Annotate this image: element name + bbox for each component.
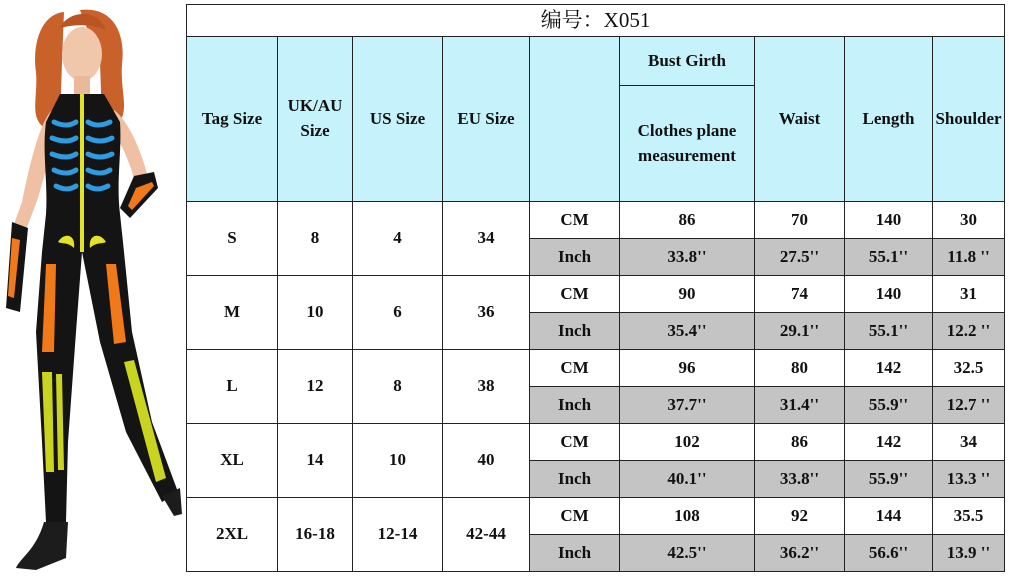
cell-shoulder: 11.8 '' [933, 239, 1005, 276]
cell-us-size: 4 [353, 202, 443, 276]
table-row [187, 498, 1005, 535]
cell-unit-cm: CM [530, 202, 620, 239]
cell-eu-size: 40 [443, 424, 530, 498]
cell-shoulder: 30 [933, 202, 1005, 239]
cell-uk-au-size: 14 [278, 424, 353, 498]
cell-waist: 92 [755, 498, 845, 535]
cell-tag-size: 2XL [187, 498, 278, 572]
cell-tag-size: M [187, 276, 278, 350]
cell-unit-inch: Inch [530, 461, 620, 498]
cell-length: 140 [845, 276, 933, 313]
header-shoulder: Shoulder [933, 37, 1005, 202]
cell-eu-size: 34 [443, 202, 530, 276]
product-photo [2, 2, 183, 576]
cell-length: 55.1'' [845, 239, 933, 276]
cell-bust: 33.8'' [620, 239, 755, 276]
cell-bust: 40.1'' [620, 461, 755, 498]
table-row [187, 424, 1005, 461]
header-waist: Waist [755, 37, 845, 202]
cell-uk-au-size: 8 [278, 202, 353, 276]
cell-length: 55.9'' [845, 387, 933, 424]
cell-uk-au-size: 12 [278, 350, 353, 424]
cell-us-size: 10 [353, 424, 443, 498]
cell-unit-inch: Inch [530, 239, 620, 276]
cell-bust: 35.4'' [620, 313, 755, 350]
cell-shoulder: 35.5 [933, 498, 1005, 535]
header-bust-girth: Bust Girth [620, 37, 755, 86]
cell-unit-cm: CM [530, 350, 620, 387]
cell-length: 140 [845, 202, 933, 239]
cell-uk-au-size: 10 [278, 276, 353, 350]
header-unit [530, 37, 620, 202]
cell-waist: 74 [755, 276, 845, 313]
header-length: Length [845, 37, 933, 202]
cell-unit-cm: CM [530, 424, 620, 461]
cell-waist: 33.8'' [755, 461, 845, 498]
product-code-title: 编号：X051 [187, 5, 1005, 37]
cell-us-size: 6 [353, 276, 443, 350]
cell-waist: 31.4'' [755, 387, 845, 424]
size-chart-table [186, 4, 1005, 572]
cell-waist: 36.2'' [755, 535, 845, 572]
cell-bust: 96 [620, 350, 755, 387]
cell-bust: 102 [620, 424, 755, 461]
cell-waist: 29.1'' [755, 313, 845, 350]
cell-length: 142 [845, 424, 933, 461]
skeleton-jumpsuit-model-icon [2, 2, 183, 576]
cell-waist: 86 [755, 424, 845, 461]
table-row [187, 350, 1005, 387]
cell-eu-size: 36 [443, 276, 530, 350]
header-us-size: US Size [353, 37, 443, 202]
cell-bust: 37.7'' [620, 387, 755, 424]
cell-shoulder: 12.7 '' [933, 387, 1005, 424]
cell-waist: 80 [755, 350, 845, 387]
cell-tag-size: S [187, 202, 278, 276]
cell-bust: 42.5'' [620, 535, 755, 572]
cell-unit-cm: CM [530, 276, 620, 313]
cell-shoulder: 32.5 [933, 350, 1005, 387]
cell-us-size: 8 [353, 350, 443, 424]
cell-unit-cm: CM [530, 498, 620, 535]
cell-waist: 70 [755, 202, 845, 239]
cell-shoulder: 12.2 '' [933, 313, 1005, 350]
cell-bust: 108 [620, 498, 755, 535]
cell-length: 55.9'' [845, 461, 933, 498]
header-uk-au-size: UK/AU Size [278, 37, 353, 202]
cell-shoulder: 34 [933, 424, 1005, 461]
cell-bust: 86 [620, 202, 755, 239]
cell-tag-size: XL [187, 424, 278, 498]
cell-waist: 27.5'' [755, 239, 845, 276]
cell-uk-au-size: 16-18 [278, 498, 353, 572]
table-row [187, 276, 1005, 313]
header-tag-size: Tag Size [187, 37, 278, 202]
cell-eu-size: 38 [443, 350, 530, 424]
cell-us-size: 12-14 [353, 498, 443, 572]
cell-unit-inch: Inch [530, 535, 620, 572]
cell-unit-inch: Inch [530, 387, 620, 424]
cell-bust: 90 [620, 276, 755, 313]
header-eu-size: EU Size [443, 37, 530, 202]
cell-shoulder: 31 [933, 276, 1005, 313]
cell-length: 55.1'' [845, 313, 933, 350]
cell-length: 56.6'' [845, 535, 933, 572]
table-row [187, 202, 1005, 239]
cell-length: 144 [845, 498, 933, 535]
cell-unit-inch: Inch [530, 313, 620, 350]
cell-eu-size: 42-44 [443, 498, 530, 572]
cell-shoulder: 13.3 '' [933, 461, 1005, 498]
cell-shoulder: 13.9 '' [933, 535, 1005, 572]
header-clothes-plane: Clothes plane measurement [620, 86, 755, 202]
cell-tag-size: L [187, 350, 278, 424]
cell-length: 142 [845, 350, 933, 387]
